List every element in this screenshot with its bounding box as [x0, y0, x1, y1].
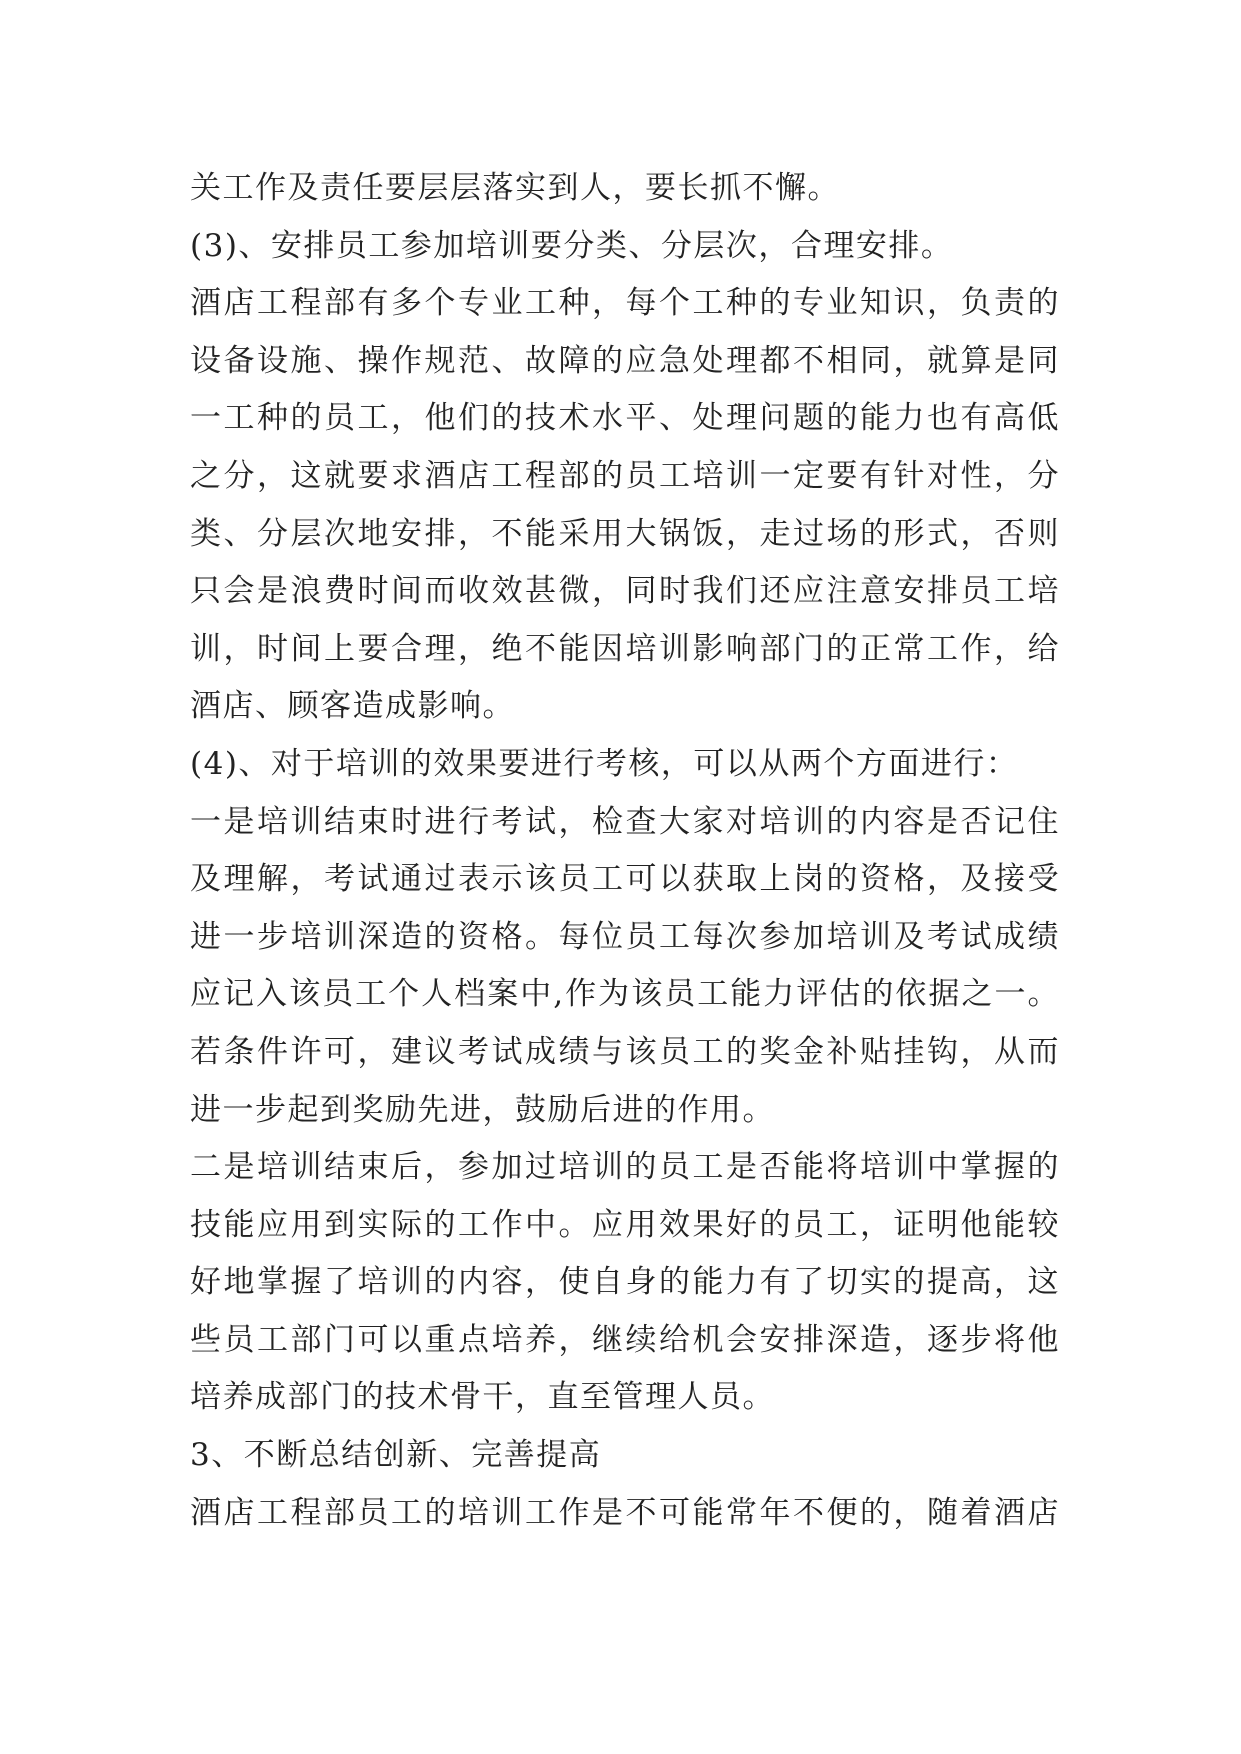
- text-line: 及理解，考试通过表示该员工可以获取上岗的资格，及接受: [190, 861, 1060, 898]
- body-text: [190, 160, 1060, 1542]
- text-line: 之分，这就要求酒店工程部的员工培训一定要有针对性，分: [190, 457, 1060, 494]
- text-line: 酒店、顾客造成影响。: [190, 688, 515, 725]
- text-line: 类、分层次地安排，不能采用大锅饭，走过场的形式，否则: [190, 515, 1060, 552]
- text-line: 些员工部门可以重点培养，继续给机会安排深造，逐步将他: [190, 1321, 1060, 1358]
- text-line: 好地掌握了培训的内容，使自身的能力有了切实的提高，这: [190, 1264, 1060, 1301]
- text-line: 技能应用到实际的工作中。应用效果好的员工，证明他能较: [190, 1206, 1060, 1243]
- text-line: 一工种的员工，他们的技术水平、处理问题的能力也有高低: [190, 400, 1060, 437]
- text-line: 酒店工程部有多个专业工种，每个工种的专业知识，负责的: [190, 285, 1060, 322]
- text-line: 二是培训结束后，参加过培训的员工是否能将培训中掌握的: [190, 1149, 1060, 1186]
- text-line: 进一步培训深造的资格。每位员工每次参加培训及考试成绩: [190, 918, 1060, 955]
- text-line: 一是培训结束时进行考试，检查大家对培训的内容是否记住: [190, 803, 1060, 840]
- text-line: (3)、安排员工参加培训要分类、分层次，合理安排。: [190, 227, 954, 264]
- text-line: 培养成部门的技术骨干，直至管理人员。: [190, 1379, 775, 1416]
- text-line: 3、不断总结创新、完善提高: [190, 1437, 602, 1474]
- text-line: 酒店工程部员工的培训工作是不可能常年不便的，随着酒店: [190, 1494, 1060, 1531]
- text-line: 设备设施、操作规范、故障的应急处理都不相同，就算是同: [190, 342, 1060, 379]
- text-line: 关工作及责任要层层落实到人，要长抓不懈。: [190, 170, 840, 206]
- text-line: (4)、对于培训的效果要进行考核，可以从两个方面进行：: [190, 745, 1019, 782]
- text-line: 应记入该员工个人档案中,作为该员工能力评估的依据之一。: [190, 976, 1060, 1013]
- text-line: 训，时间上要合理，绝不能因培训影响部门的正常工作，给: [190, 630, 1060, 667]
- text-line: 若条件许可，建议考试成绩与该员工的奖金补贴挂钩，从而: [190, 1033, 1060, 1070]
- text-line: 只会是浪费时间而收效甚微，同时我们还应注意安排员工培: [190, 573, 1060, 610]
- text-line: 进一步起到奖励先进，鼓励后进的作用。: [190, 1091, 775, 1128]
